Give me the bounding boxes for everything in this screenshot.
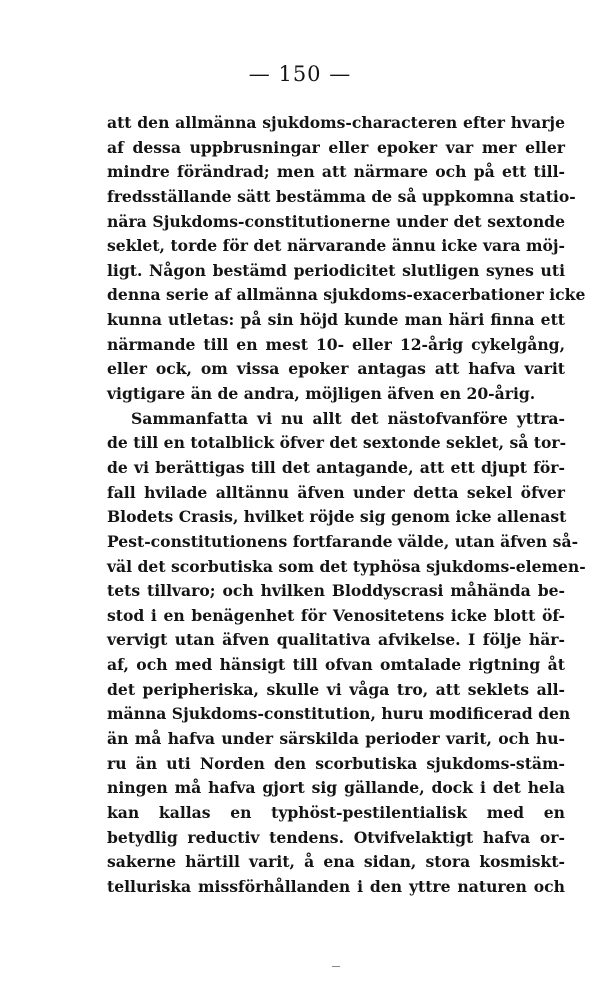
text-line: betydlig reductiv tendens. Otvifvelaktigt hafva or-: [107, 827, 565, 847]
text-line: fredsställande sätt bestämma de så uppkomna statio-: [107, 186, 576, 206]
text-line: fall hvilade alltännu äfven under detta sekel öfver: [107, 482, 565, 502]
footer-mark: [332, 966, 340, 967]
text-line: kunna utletas: på sin höjd kunde man häri finna ett: [107, 310, 565, 330]
text-line: sakerne härtill varit, å ena sidan, stora kosmiskt-: [107, 852, 565, 872]
text-line: Blodets Crasis, hvilket röjde sig genom icke allenast: [107, 507, 567, 527]
text-line: kan kallas en typhöst-pestilentialisk med en: [107, 802, 565, 822]
text-line: de till en totalblick öfver det sextonde seklet, så tor-: [107, 433, 567, 453]
text-line: af dessa uppbrusningar eller epoker var mer eller: [107, 137, 565, 157]
text-line: tets tillvaro; och hvilken Bloddyscrasi måhända be-: [107, 581, 565, 601]
text-line: det peripheriska, skulle vi våga tro, att seklets all-: [107, 679, 565, 699]
text-line: nära Sjukdoms-constitutionerne under det sextonde: [107, 211, 565, 231]
text-line: stod i en benägenhet för Venositetens icke blott öf-: [107, 605, 565, 625]
text-line: Pest-constitutionens fortfarande välde, utan äfven så-: [107, 531, 579, 551]
text-line: närmande till en mest 10- eller 12-årig cykelgång,: [107, 334, 565, 354]
text-line: de vi berättigas till det antagande, att ett djupt för-: [107, 457, 565, 477]
text-line: eller ock, om vissa epoker antagas att hafva varit: [107, 359, 565, 379]
text-line: ligt. Någon bestämd periodicitet slutligen synes uti: [107, 260, 565, 280]
text-line: ru än uti Norden den scorbutiska sjukdoms-stäm-: [107, 753, 565, 773]
text-line: än må hafva under särskilda perioder varit, och hu-: [107, 729, 565, 749]
text-line: telluriska missförhållanden i den yttre naturen och: [107, 876, 565, 896]
text-line: vervigt utan äfven qualitativa afvikelse. I följe här-: [107, 630, 565, 650]
text-line: att den allmänna sjukdoms-characteren efter hvarje: [107, 113, 565, 132]
text-line: af, och med hänsigt till ofvan omtalade rigtning åt: [107, 655, 565, 675]
page-number-header: — 150 —: [248, 62, 352, 86]
text-line: ningen må hafva gjort sig gällande, dock i det hela: [107, 778, 565, 798]
text-line: männa Sjukdoms-constitution, huru modificerad den: [107, 704, 571, 724]
text-line: denna serie af allmänna sjukdoms-exacerbationer icke: [107, 285, 586, 305]
text-line: väl det scorbutiska som det typhösa sjukdoms-elemen-: [107, 556, 586, 576]
body-text: [107, 111, 586, 900]
text-line: mindre förändrad; men att närmare och på ett till-: [107, 162, 565, 182]
text-line: seklet, torde för det närvarande ännu icke vara möj-: [107, 236, 565, 256]
paragraph-end-line: vigtigare än de andra, möjligen äfven en 20-årig.: [107, 384, 536, 404]
paragraph-start-line: Sammanfatta vi nu allt det nästofvanföre yttra-: [131, 408, 565, 428]
